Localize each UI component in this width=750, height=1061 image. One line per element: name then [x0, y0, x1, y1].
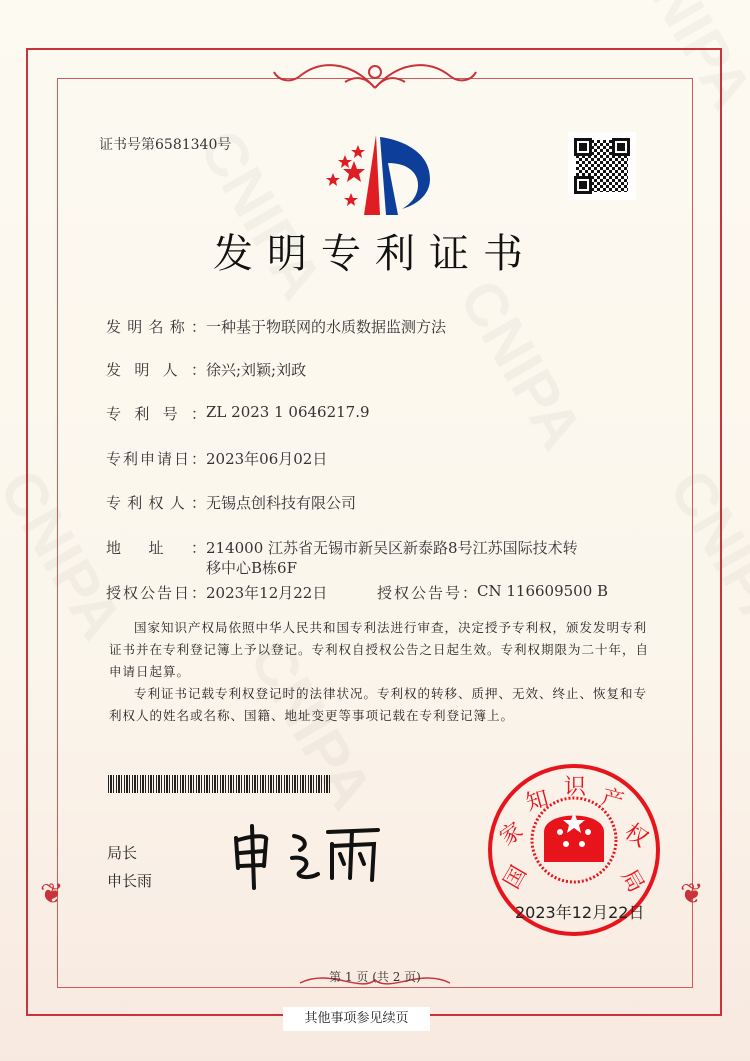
handwritten-signature [228, 818, 388, 893]
signatory-title: 局长 [107, 844, 138, 862]
statement-paragraph: 专利证书记载专利权登记时的法律状况。专利权的转移、质押、无效、终止、恢复和专利权人的姓名或名称、国籍、地址变更等事项记载在专利登记簿上。 [109, 686, 648, 723]
qr-code[interactable] [568, 132, 636, 200]
field-publication-number: 授权公告号：CN 116609500 B [377, 582, 609, 602]
corner-ornament-icon: ❦ [40, 877, 64, 910]
certificate-number: 证书号第6581340号 [99, 137, 232, 153]
svg-text:权: 权 [619, 819, 653, 853]
svg-text:局: 局 [615, 865, 649, 897]
barcode [108, 775, 330, 793]
field-grant-date: 授权公告日：2023年12月22日 [106, 584, 328, 602]
page-indicator: 第 1 页 (共 2 页) [329, 970, 421, 984]
page-title: 发明专利证书 [213, 231, 537, 277]
statement-paragraph: 国家知识产权局依照中华人民共和国专利法进行审查，决定授予专利权，颁发发明专利证书并在专利登记簿上予以登记。专利权自授权公告之日起生效。专利权期限为二十年，自申请日起算。 [109, 620, 650, 679]
field-inventors: 发明人：徐兴;刘颖;刘政 [106, 361, 307, 379]
signatory-name: 申长雨 [107, 872, 153, 890]
seal-date: 2023年12月22日 [515, 903, 645, 922]
field-patentee: 专利权人：无锡点创科技有限公司 [106, 494, 357, 512]
continuation-note: 其他事项参见续页 [283, 1007, 430, 1031]
svg-text:国: 国 [499, 861, 533, 894]
field-address: 地址：214000 江苏省无锡市新吴区新泰路8号江苏国际技术转 移中心B栋6F [106, 539, 578, 577]
corner-ornament-icon: ❦ [680, 877, 704, 910]
cnipa-logo-icon [318, 133, 433, 218]
field-invention-name: 发明名称：一种基于物联网的水质数据监测方法 [106, 318, 447, 336]
field-patent-number: 专利号：ZL 2023 1 0646217.9 [106, 403, 370, 423]
field-application-date: 专利申请日：2023年06月02日 [106, 450, 328, 468]
top-ornament-icon [270, 58, 480, 94]
svg-text:家: 家 [495, 818, 528, 852]
svg-text:产: 产 [598, 784, 627, 815]
svg-text:识: 识 [564, 775, 587, 800]
svg-text:知: 知 [523, 786, 552, 817]
